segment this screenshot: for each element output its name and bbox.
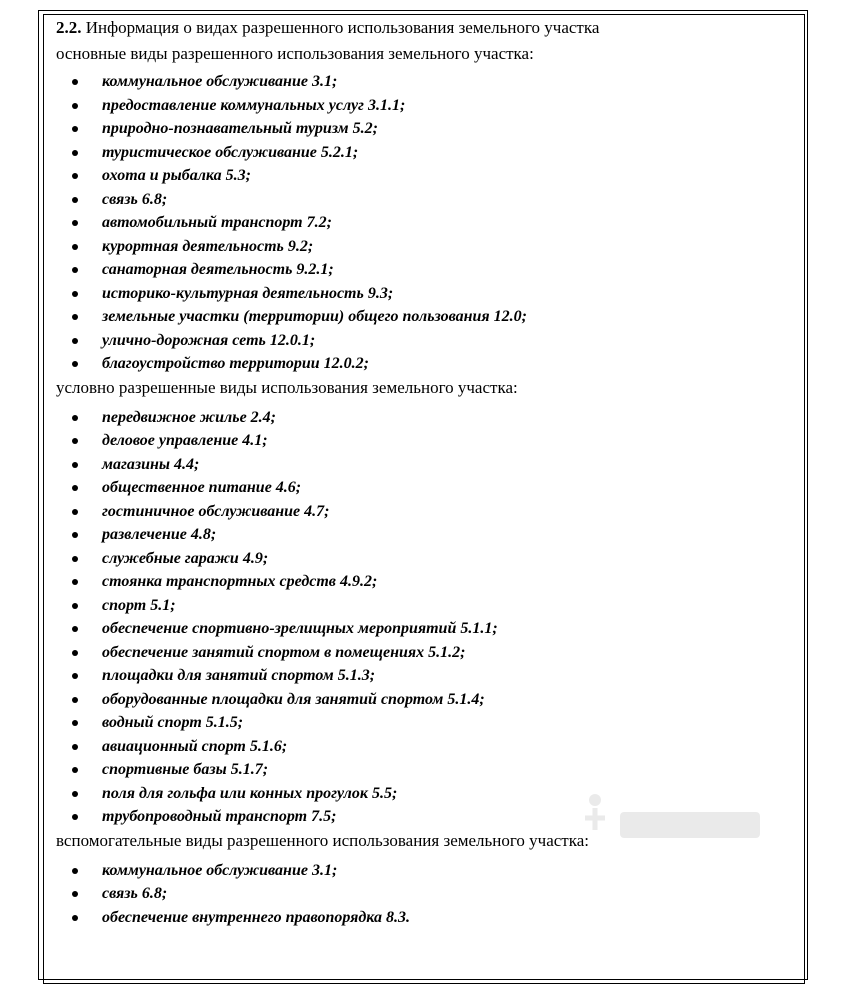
list-item xyxy=(56,859,796,883)
auxiliary-uses-label: вспомогательные виды разрешенного использования земельного участка: xyxy=(56,830,590,850)
bullet-icon xyxy=(72,220,78,226)
list-item xyxy=(56,305,796,329)
list-item-text: развлечение 4.8; xyxy=(102,526,217,543)
bullet-icon xyxy=(72,791,78,797)
list-item xyxy=(56,406,796,430)
bullet-icon xyxy=(72,338,78,344)
list-item xyxy=(56,94,796,118)
list-item xyxy=(56,282,796,306)
list-item-text: санаторная деятельность 9.2.1; xyxy=(102,261,334,278)
bullet-icon xyxy=(72,532,78,538)
list-item-text: благоустройство территории 12.0.2; xyxy=(102,355,370,372)
list-item-text: площадки для занятий спортом 5.1.3; xyxy=(102,667,376,684)
bullet-icon xyxy=(72,891,78,897)
bullet-icon xyxy=(72,814,78,820)
list-item-text: курортная деятельность 9.2; xyxy=(102,237,314,255)
list-item-text: улично-дорожная сеть 12.0.1; xyxy=(102,331,316,349)
bullet-icon xyxy=(72,720,78,726)
list-item-text: спортивные базы 5.1.7; xyxy=(102,761,269,778)
list-item xyxy=(56,352,796,376)
list-item-text: природно-познавательный туризм 5.2; xyxy=(102,120,378,137)
list-item-text: магазины 4.4; xyxy=(102,455,200,473)
bullet-icon xyxy=(72,626,78,632)
list-item-text: охота и рыбалка 5.3; xyxy=(102,167,251,184)
main-uses-list xyxy=(56,70,796,376)
list-item xyxy=(56,547,796,571)
bullet-icon xyxy=(72,509,78,515)
bullet-icon xyxy=(72,868,78,874)
list-item-text: связь 6.8; xyxy=(102,190,168,208)
list-item xyxy=(56,664,796,688)
bullet-icon xyxy=(72,197,78,203)
list-item-text: оборудованные площадки для занятий спортом 5.1.4; xyxy=(102,690,485,708)
list-item xyxy=(56,570,796,594)
list-item-text: историко-культурная деятельность 9.3; xyxy=(102,284,394,302)
list-item xyxy=(56,453,796,477)
bullet-icon xyxy=(72,603,78,609)
conditional-uses-label: условно разрешенные виды использования земельного участка: xyxy=(56,377,518,397)
bullet-icon xyxy=(72,462,78,468)
list-item xyxy=(56,805,796,829)
bullet-icon xyxy=(72,103,78,109)
bullet-icon xyxy=(72,415,78,421)
list-item-text: предоставление коммунальных услуг 3.1.1; xyxy=(102,96,406,114)
bullet-icon xyxy=(72,650,78,656)
bullet-icon xyxy=(72,291,78,297)
list-item xyxy=(56,235,796,259)
list-item xyxy=(56,329,796,353)
list-item-text: туристическое обслуживание 5.2.1; xyxy=(102,143,359,161)
list-item-text: авиационный спорт 5.1.6; xyxy=(102,737,288,755)
list-item-text: спорт 5.1; xyxy=(102,596,176,614)
list-item xyxy=(56,882,796,906)
bullet-icon xyxy=(72,673,78,679)
list-item xyxy=(56,476,796,500)
list-item xyxy=(56,141,796,165)
list-item xyxy=(56,70,796,94)
list-item-text: обеспечение внутреннего правопорядка 8.3. xyxy=(102,908,411,926)
list-item-text: общественное питание 4.6; xyxy=(102,479,302,496)
bullet-icon xyxy=(72,579,78,585)
list-item xyxy=(56,500,796,524)
list-item-text: деловое управление 4.1; xyxy=(102,432,268,449)
list-item xyxy=(56,523,796,547)
list-item xyxy=(56,711,796,735)
bullet-icon xyxy=(72,314,78,320)
bullet-icon xyxy=(72,361,78,367)
bullet-icon xyxy=(72,767,78,773)
bullet-icon xyxy=(72,267,78,273)
bullet-icon xyxy=(72,915,78,921)
list-item-text: земельные участки (территории) общего пользования 12.0; xyxy=(102,308,527,325)
list-item-text: служебные гаражи 4.9; xyxy=(102,549,269,567)
list-item-text: гостиничное обслуживание 4.7; xyxy=(102,502,330,520)
bullet-icon xyxy=(72,556,78,562)
list-item xyxy=(56,117,796,141)
bullet-icon xyxy=(72,485,78,491)
list-item-text: трубопроводный транспорт 7.5; xyxy=(102,808,337,825)
list-item xyxy=(56,906,796,930)
bullet-icon xyxy=(72,79,78,85)
document-body xyxy=(56,14,796,929)
bullet-icon xyxy=(72,744,78,750)
list-item-text: обеспечение спортивно-зрелищных мероприятий 5.1.1; xyxy=(102,620,498,637)
list-item xyxy=(56,641,796,665)
conditional-uses-list xyxy=(56,406,796,829)
list-item xyxy=(56,688,796,712)
bullet-icon xyxy=(72,126,78,132)
list-item xyxy=(56,735,796,759)
list-item-text: автомобильный транспорт 7.2; xyxy=(102,214,332,231)
section-heading xyxy=(56,14,796,42)
list-item xyxy=(56,211,796,235)
list-item-text: коммунальное обслуживание 3.1; xyxy=(102,861,338,879)
list-item xyxy=(56,617,796,641)
list-item-text: поля для гольфа или конных прогулок 5.5; xyxy=(102,784,398,802)
list-item-text: коммунальное обслуживание 3.1; xyxy=(102,73,338,90)
list-item xyxy=(56,429,796,453)
list-item xyxy=(56,188,796,212)
list-item-text: стоянка транспортных средств 4.9.2; xyxy=(102,573,378,590)
bullet-icon xyxy=(72,173,78,179)
list-item xyxy=(56,758,796,782)
section-title: Информация о видах разрешенного использования земельного участка xyxy=(81,18,600,37)
list-item xyxy=(56,594,796,618)
list-item xyxy=(56,258,796,282)
list-item xyxy=(56,164,796,188)
list-item-text: связь 6.8; xyxy=(102,885,168,902)
list-item-text: передвижное жилье 2.4; xyxy=(102,408,276,426)
auxiliary-uses-list xyxy=(56,859,796,930)
bullet-icon xyxy=(72,438,78,444)
bullet-icon xyxy=(72,150,78,156)
list-item-text: обеспечение занятий спортом в помещениях 5.1.2; xyxy=(102,643,466,661)
bullet-icon xyxy=(72,244,78,250)
main-uses-label: основные виды разрешенного использования земельного участка: xyxy=(56,44,534,63)
bullet-icon xyxy=(72,697,78,703)
list-item-text: водный спорт 5.1.5; xyxy=(102,714,244,731)
list-item xyxy=(56,782,796,806)
section-number: 2.2. xyxy=(56,18,82,37)
